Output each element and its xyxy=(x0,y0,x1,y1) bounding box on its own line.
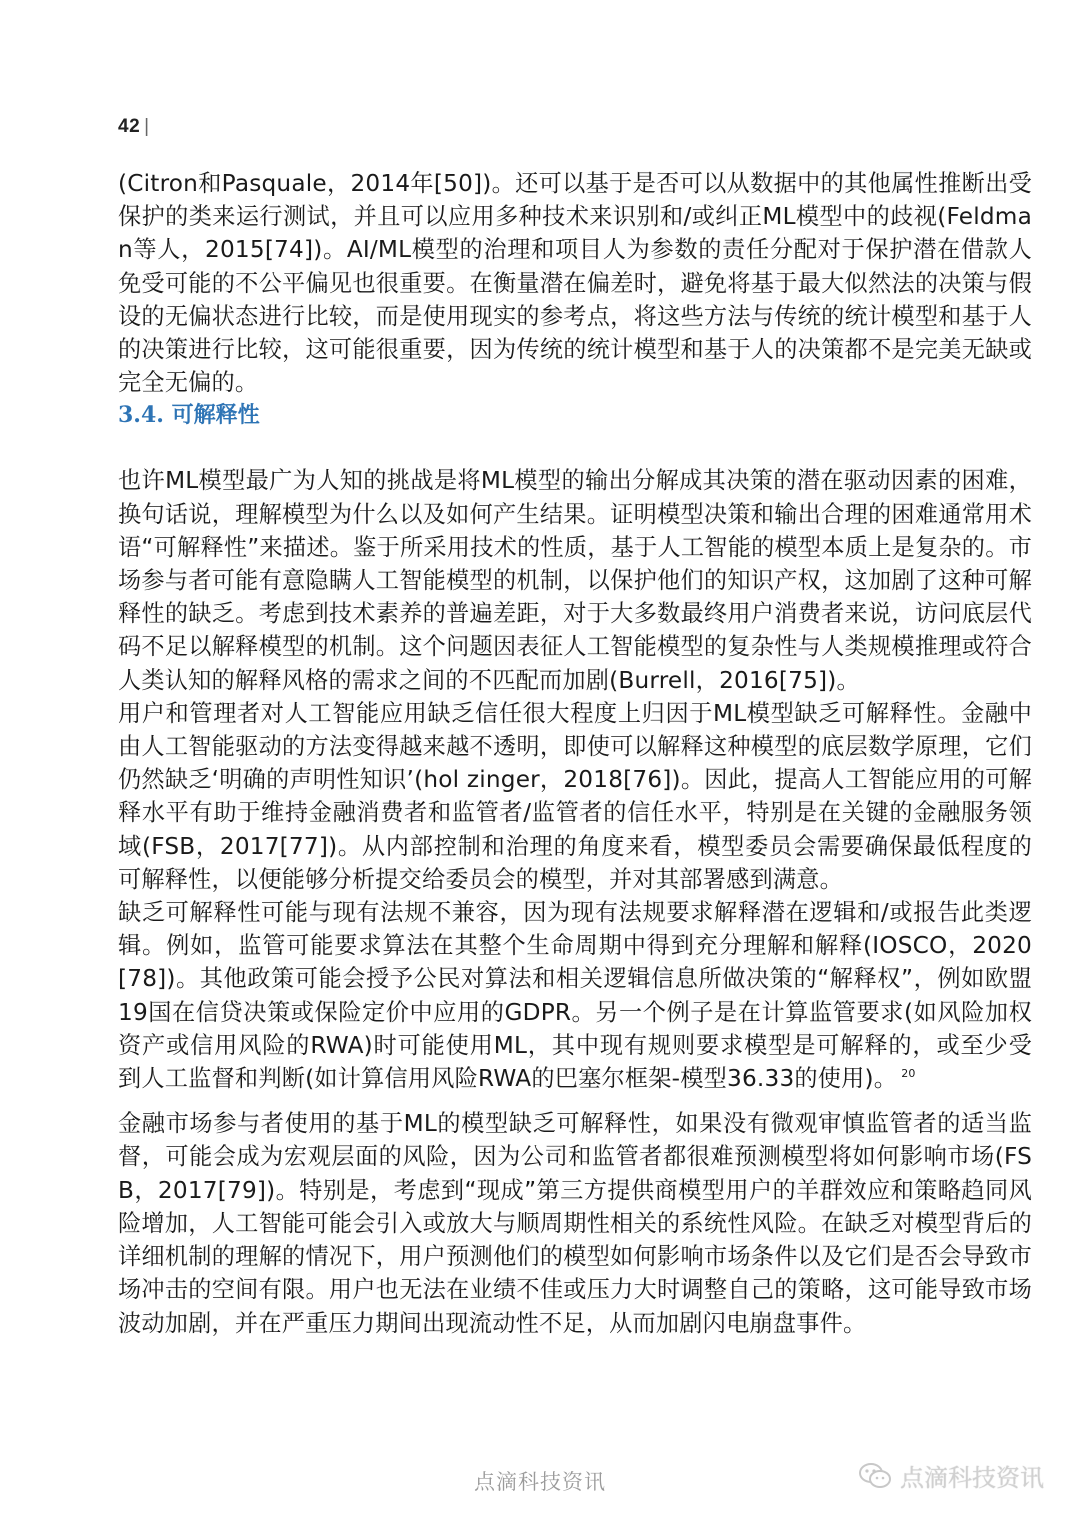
wechat-icon xyxy=(858,1461,892,1491)
footnote-marker: 20 xyxy=(901,1067,916,1081)
heading-spacer xyxy=(118,431,1032,464)
watermark xyxy=(858,1458,1044,1493)
paragraph-2: 也许ML模型最广为人知的挑战是将ML模型的输出分解成其决策的潜在驱动因素的困难，换句话说，理解模型为什么以及如何产生结果。证明模型决策和输出合理的困难通常用术语“可解释性”来描述。鉴于所采用技术的性质，基于人工智能的模型本质上是复杂的。市场参与者可能有意隐瞒人工智能模型的机制，以保护他们的知识产权，这加剧了这种可解释性的缺乏。考虑到技术素养的普遍差距，对于大多数最终用户消费者来说，访问底层代码不足以解释模型的机制。这个问题因表征人工智能模型的复杂性与人类规模推理或符合人类认知的解释风格的需求之间的不匹配而加剧(Burrell，2016[75])。 xyxy=(118,467,1032,694)
paragraph-4 xyxy=(118,896,1032,1095)
section-heading: 3.4. 可解释性 xyxy=(118,402,260,429)
page-number xyxy=(118,116,150,138)
footer-caption: 点滴科技资讯 xyxy=(474,1470,606,1494)
document-body xyxy=(118,167,1032,1340)
watermark-text: 点滴科技资讯 xyxy=(900,1464,1044,1492)
paragraph-5: 金融市场参与者使用的基于ML的模型缺乏可解释性，如果没有微观审慎监管者的适当监督，可能会成为宏观层面的风险，因为公司和监管者都很难预测模型将如何影响市场(FSB，2017[79])。特别是，考虑到“现成”第三方提供商模型用户的羊群效应和策略趋同风险增加，人工智能可能会引入或放大与顺周期性相关的系统性风险。在缺乏对模型背后的详细机制的理解的情况下，用户预测他们的模型如何影响市场条件以及它们是否会导致市场冲击的空间有限。用户也无法在业绩不佳或压力大时调整自己的策略，这可能导致市场波动加剧，并在严重压力期间出现流动性不足，从而加剧闪电崩盘事件。 xyxy=(118,1110,1032,1337)
paragraph-4-text: 缺乏可解释性可能与现有法规不兼容，因为现有法规要求解释潜在逻辑和/或报告此类逻辑。例如，监管可能要求算法在其整个生命周期中得到充分理解和解释(IOSCO，2020[78])。其他政策可能会授予公民对算法和相关逻辑信息所做决策的“解释权”，例如欧盟19国在信贷决策或保险定价中应用的GDPR。另一个例子是在计算监管要求(如风险加权资产或信用风险的RWA)时可能使用ML，其中现有规则要求模型是可解释的，或至少受到人工监督和判断(如计算信用风险RWA的巴塞尔框架-模型36.33的使用)。 xyxy=(118,899,1032,1093)
paragraph-spacer xyxy=(118,1095,1032,1107)
paragraph-3: 用户和管理者对人工智能应用缺乏信任很大程度上归因于ML模型缺乏可解释性。金融中由人工智能驱动的方法变得越来越不透明，即使可以解释这种模型的底层数学原理，它们仍然缺乏‘明确的声明性知识’(hol zinger，2018[76])。因此，提高人工智能应用的可解释水平有助于维持金融消费者和监管者/监管者的信任水平，特别是在关键的金融服务领域(FSB，2017[77])。从内部控制和治理的角度来看，模型委员会需要确保最低程度的可解释性，以便能够分析提交给委员会的模型，并对其部署感到满意。 xyxy=(118,699,1032,893)
page-number-separator: | xyxy=(144,116,150,137)
paragraph-1: (Citron和Pasquale，2014年[50])。还可以基于是否可以从数据中的其他属性推断出受保护的类来运行测试，并且可以应用多种技术来识别和/或纠正ML模型中的歧视(Feldman等人，2015[74])。AI/ML模型的治理和项目人为参数的责任分配对于保护潜在借款人免受可能的不公平偏见也很重要。在衡量潜在偏差时，避免将基于最大似然法的决策与假设的无偏状态进行比较，而是使用现实的参考点，将这些方法与传统的统计模型和基于人的决策进行比较，这可能很重要，因为传统的统计模型和基于人的决策都不是完美无缺或完全无偏的。 xyxy=(118,170,1032,397)
page-number-value: 42 xyxy=(118,116,141,137)
